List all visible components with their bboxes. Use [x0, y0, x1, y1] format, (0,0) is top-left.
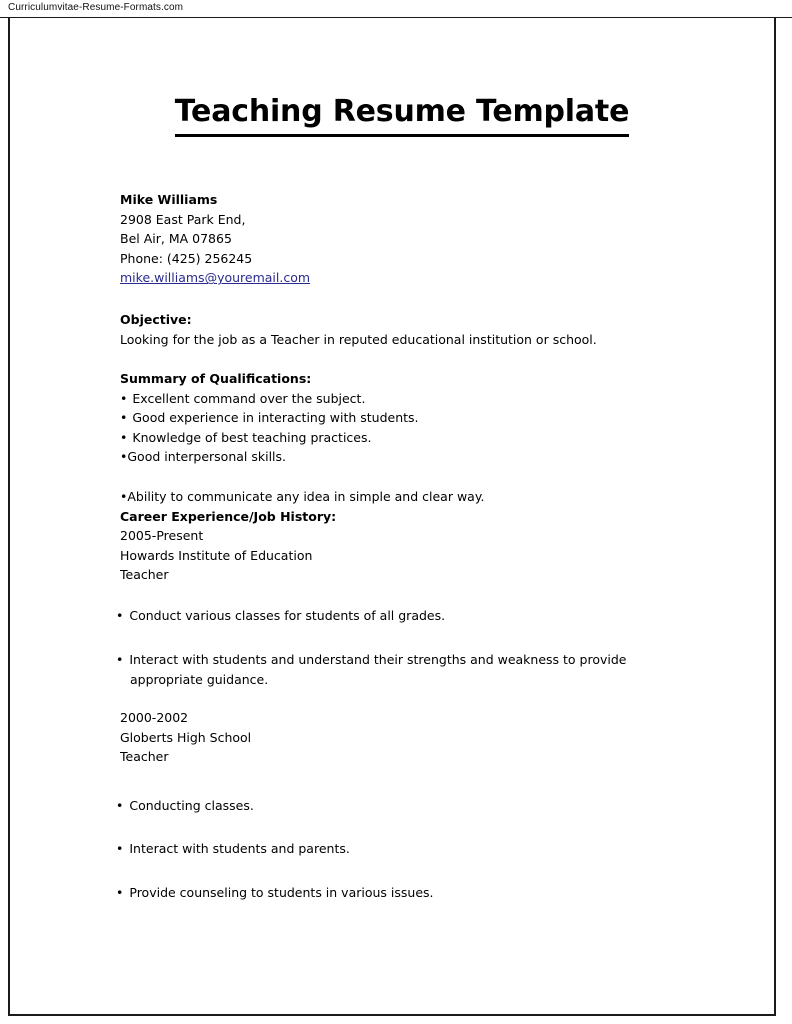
job-entry [120, 708, 251, 767]
contact-block [120, 190, 310, 288]
job-duty-text: Conduct various classes for students of all grades. [129, 608, 446, 623]
job-duty [116, 839, 660, 859]
email-link[interactable]: mike.williams@youremail.com [120, 270, 311, 286]
summary-bullet-text: Good interpersonal skills. [127, 449, 286, 465]
summary-bullet-text: Excellent command over the subject. [132, 390, 366, 406]
bullet-icon: • [120, 489, 128, 504]
bullet-icon: • [120, 449, 128, 465]
objective-text: Looking for the job as a Teacher in reputed educational institution or school. [120, 331, 597, 347]
ability-bullet-text: Ability to communicate any idea in simple and clear way. [127, 489, 485, 504]
job-duty [116, 650, 660, 689]
job-duty [116, 883, 660, 903]
job-dates: 2005-Present [120, 528, 204, 544]
summary-bullet-text: Good experience in interacting with students. [132, 410, 419, 426]
ability-bullet [120, 487, 484, 507]
bullet-icon: • [116, 652, 124, 667]
job-dates: 2000-2002 [120, 710, 189, 725]
phone-number: Phone: (425) 256245 [120, 250, 253, 266]
bullet-icon: • [116, 841, 124, 856]
job-duty-text: Provide counseling to students in various issues. [129, 885, 434, 900]
summary-bullet-text: Knowledge of best teaching practices. [132, 429, 372, 445]
bullet-icon: • [120, 390, 128, 406]
summary-bullet [120, 389, 419, 409]
page-title-text: Teaching Resume Template [175, 92, 629, 137]
job-duty-text: Conducting classes. [129, 798, 254, 813]
bullet-icon: • [120, 410, 128, 426]
job-role: Teacher [120, 567, 169, 583]
summary-section [120, 369, 419, 467]
career-section [120, 487, 484, 585]
candidate-name: Mike Williams [120, 192, 218, 207]
job-duty-text: Interact with students and understand their strengths and weakness to provide appropriate guidance. [129, 652, 627, 687]
job-employer: Howards Institute of Education [120, 547, 313, 563]
address-line-2: Bel Air, MA 07865 [120, 231, 232, 247]
watermark-header-band [0, 0, 792, 18]
job-employer: Globerts High School [120, 729, 252, 745]
summary-bullet [120, 408, 419, 428]
watermark-site-text: Curriculumvitae-Resume-Formats.com [8, 2, 184, 13]
summary-bullet [120, 428, 419, 448]
bullet-icon: • [116, 608, 124, 623]
job-role: Teacher [120, 749, 169, 765]
bullet-icon: • [116, 798, 124, 813]
summary-heading: Summary of Qualifications: [120, 371, 312, 386]
objective-heading: Objective: [120, 312, 192, 327]
address-line-1: 2908 East Park End, [120, 211, 246, 227]
bullet-icon: • [120, 429, 128, 445]
job-duty-text: Interact with students and parents. [129, 841, 350, 856]
objective-section [120, 310, 597, 349]
resume-page-sheet [8, 18, 776, 1016]
job-duty [116, 606, 660, 626]
resume-content [10, 18, 778, 1016]
summary-bullet [120, 447, 419, 467]
career-heading: Career Experience/Job History: [120, 508, 337, 524]
page-title [157, 92, 647, 137]
bullet-icon: • [116, 885, 124, 900]
job-duty [116, 796, 660, 816]
